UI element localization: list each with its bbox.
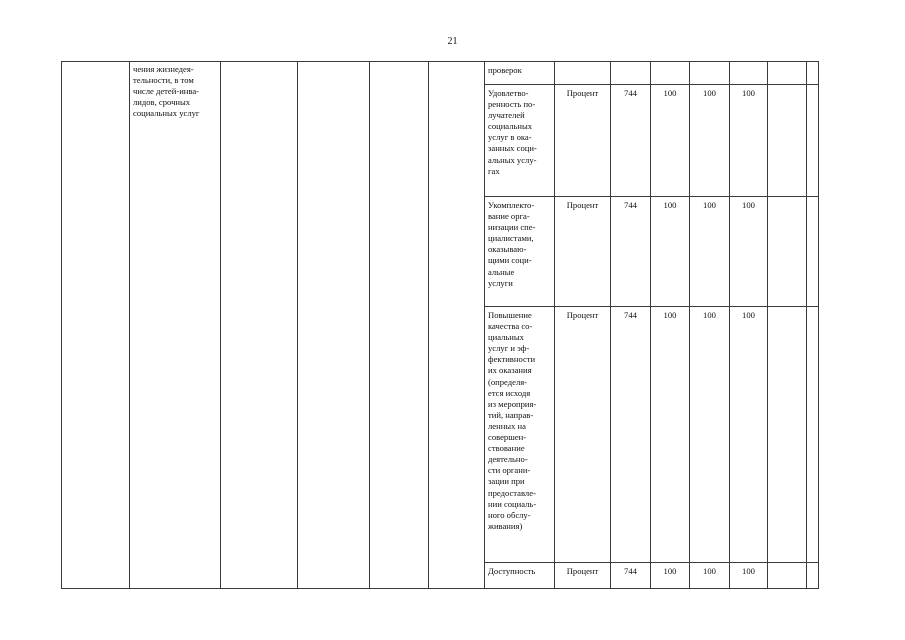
empty-cell xyxy=(768,563,807,589)
indicator-name: Удовлетво- ренность по- лучателей социальных услуг в ока- занных соци- альных услу- гах xyxy=(488,88,537,176)
value-year-3: 100 xyxy=(742,200,755,210)
value-year-1: 100 xyxy=(663,566,677,576)
unit-cell xyxy=(555,197,611,307)
table-row xyxy=(62,62,819,85)
okei-code: 744 xyxy=(624,310,637,320)
value-year-2: 100 xyxy=(703,200,716,210)
value-cell xyxy=(730,197,768,307)
service-description-cell xyxy=(130,62,221,589)
service-description-text: чения жизнедея- тельности, в том числе детей-инва- лидов, срочных социальных услуг xyxy=(133,64,200,119)
empty-cell xyxy=(807,85,819,197)
indicator-name: Повышение качества со- циальных услуг и эф- фективности их оказания (определя- ется исходя из мероприя- тий, направ- ленных на совершен- ствование деятельно- сти органи- зации при предоставле- нии социаль- ного обслу- живания) xyxy=(488,310,537,531)
unit-cell xyxy=(555,563,611,589)
okei-code: 744 xyxy=(624,566,637,576)
empty-cell xyxy=(298,62,370,589)
indicator-name-cell xyxy=(485,197,555,307)
empty-cell xyxy=(807,197,819,307)
empty-cell xyxy=(807,62,819,85)
value-year-2: 100 xyxy=(703,566,716,576)
unit-value: Процент xyxy=(566,310,599,320)
indicator-name: Укомплекто- вание орга- низации спе- циалистами, оказываю- щими соци- альные услуги xyxy=(488,200,536,288)
value-cell xyxy=(690,563,730,589)
value-year-1: 100 xyxy=(663,200,677,210)
value-cell xyxy=(730,62,768,85)
empty-cell xyxy=(429,62,485,589)
value-cell xyxy=(651,307,690,563)
value-cell xyxy=(651,85,690,197)
value-cell xyxy=(651,563,690,589)
services-quality-table xyxy=(61,61,819,589)
code-cell xyxy=(611,307,651,563)
value-cell xyxy=(730,85,768,197)
indicator-name-cell xyxy=(485,563,555,589)
code-cell xyxy=(611,62,651,85)
value-year-3: 100 xyxy=(742,88,755,98)
unit-value: Процент xyxy=(566,88,599,98)
empty-cell xyxy=(221,62,298,589)
empty-cell xyxy=(768,307,807,563)
unit-cell xyxy=(555,62,611,85)
unit-cell xyxy=(555,85,611,197)
unit-value: Процент xyxy=(566,566,599,576)
empty-cell xyxy=(62,62,130,589)
value-cell xyxy=(690,85,730,197)
value-cell xyxy=(730,307,768,563)
code-cell xyxy=(611,197,651,307)
value-cell xyxy=(690,307,730,563)
value-year-1: 100 xyxy=(663,310,677,320)
unit-cell xyxy=(555,307,611,563)
value-year-2: 100 xyxy=(703,88,716,98)
indicator-name: проверок xyxy=(488,65,522,75)
okei-code: 744 xyxy=(624,200,637,210)
unit-value: Процент xyxy=(566,200,599,210)
value-cell xyxy=(651,62,690,85)
empty-cell xyxy=(768,85,807,197)
value-cell xyxy=(651,197,690,307)
empty-cell xyxy=(768,62,807,85)
value-cell xyxy=(690,62,730,85)
code-cell xyxy=(611,563,651,589)
empty-cell xyxy=(807,563,819,589)
empty-cell xyxy=(807,307,819,563)
indicator-name-cell xyxy=(485,62,555,85)
value-cell xyxy=(690,197,730,307)
value-year-3: 100 xyxy=(742,310,755,320)
page-number: 21 xyxy=(447,36,458,47)
indicator-name-cell xyxy=(485,307,555,563)
code-cell xyxy=(611,85,651,197)
indicator-name: Доступность xyxy=(488,566,536,576)
okei-code: 744 xyxy=(624,88,637,98)
value-year-1: 100 xyxy=(663,88,677,98)
empty-cell xyxy=(768,197,807,307)
indicator-name-cell xyxy=(485,85,555,197)
value-year-3: 100 xyxy=(742,566,755,576)
value-cell xyxy=(730,563,768,589)
value-year-2: 100 xyxy=(703,310,716,320)
empty-cell xyxy=(370,62,429,589)
